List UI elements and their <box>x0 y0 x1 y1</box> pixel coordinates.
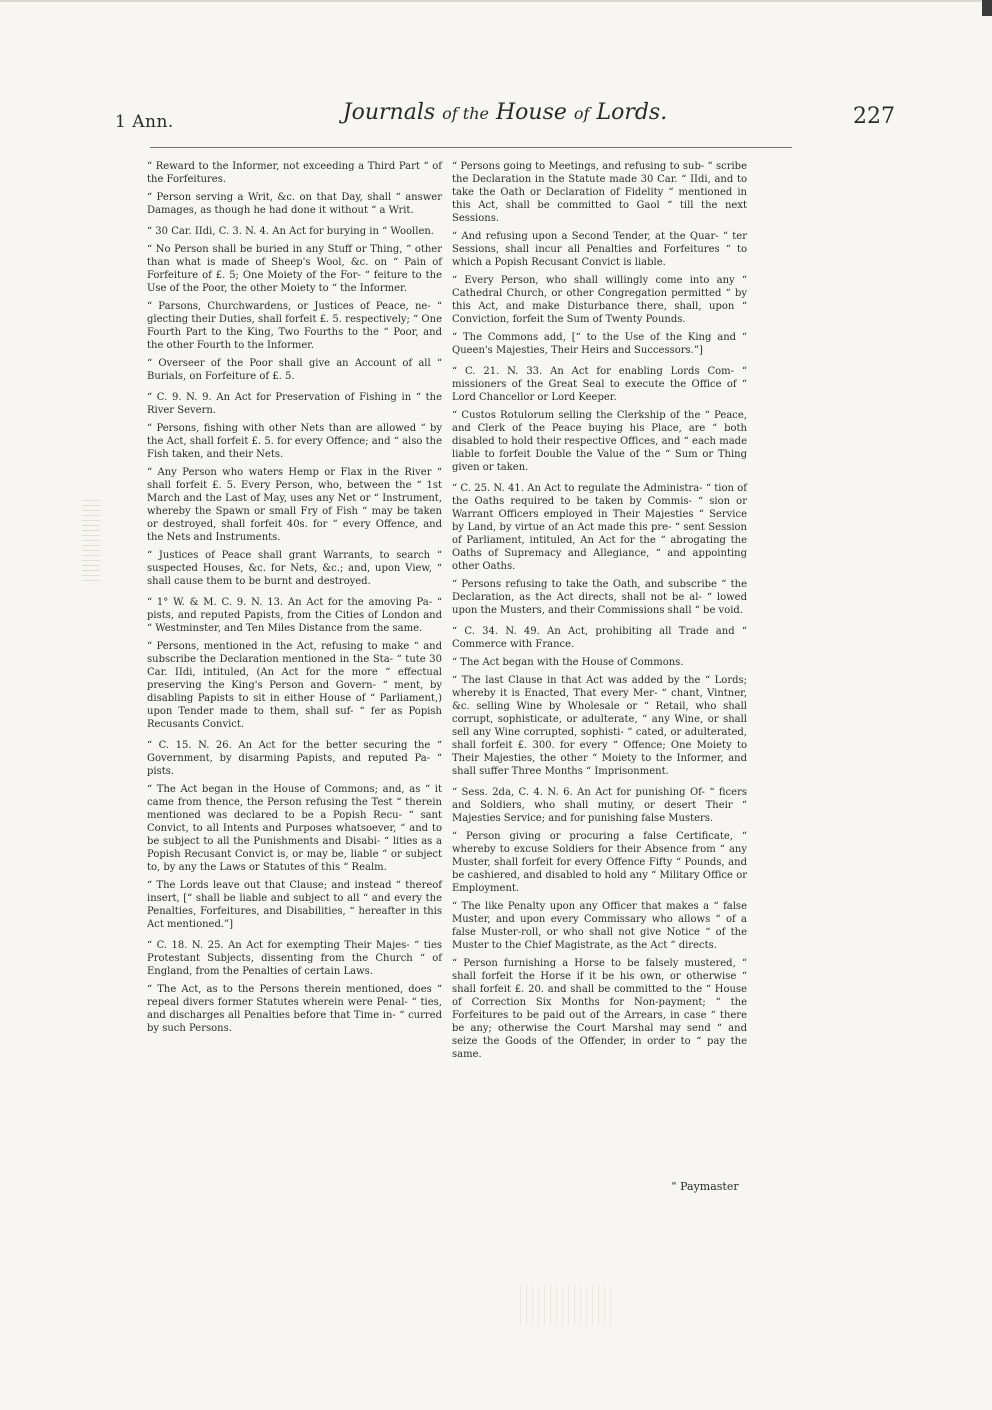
paragraph: “ Sess. 2da, C. 4. N. 6. An Act for punishing Of- “ ficers and Soldiers, who shall mutiny, or desert Their “ Majesties Service; and for punishing false Musters. <box>452 787 747 824</box>
paragraph: “ Person furnishing a Horse to be falsely mustered, “ shall forfeit the Horse if it be his own, or otherwise “ shall forfeit £. 20. and shall be committed to the “ House of Correction Six Months for Non-payment; “ the Forfeitures to be paid out of the Arrears, in case “ there be any; otherwise the Court Marshal may send “ and seize the Goods of the Offender, in order to “ pay the same. <box>452 958 747 1060</box>
paragraph: “ Persons, fishing with other Nets than are allowed “ by the Act, shall forfeit £. 5. for every Offence; and “ also the Fish taken, and their Nets. <box>147 423 442 460</box>
paragraph: “ Custos Rotulorum selling the Clerkship of the “ Peace, and Clerk of the Peace buying his Place, are “ both disabled to hold their respective Offices, and “ each made liable to forfeit Double the Value of the “ Sum or Thing given or taken. <box>452 410 747 473</box>
paragraph: “ The Lords leave out that Clause; and instead “ thereof insert, [“ shall be liable and subject to all “ and every the Penalties, Forfeitures, and Disabilities, “ hereafter in this Act mentioned.”] <box>147 880 442 930</box>
paragraph: “ Person giving or procuring a false Certificate, “ whereby to excuse Soldiers for their Absence from “ any Muster, shall forfeit for every Offence Fifty “ Pounds, and be cashiered, and disabled to hold any “ Military Office or Employment. <box>452 831 747 894</box>
page-number: 227 <box>853 104 895 129</box>
paragraph: “ 1° W. & M. C. 9. N. 13. An Act for the amoving Pa- “ pists, and reputed Papists, from the Cities of London and “ Westminster, and Ten Miles Distance from the same. <box>147 597 442 634</box>
paragraph: “ C. 34. N. 49. An Act, prohibiting all Trade and “ Commerce with France. <box>452 626 747 650</box>
paragraph: “ Every Person, who shall willingly come into any “ Cathedral Church, or other Congregation permitted “ by this Act, and make Disturbance there, shall, upon “ Conviction, forfeit the Sum of Twenty Pounds. <box>452 275 747 325</box>
right-column <box>452 160 747 1066</box>
paragraph: “ The Commons add, [“ to the Use of the King and “ Queen's Majesties, Their Heirs and Successors.”] <box>452 332 747 356</box>
faint-stamp <box>520 1285 615 1325</box>
paragraph: “ C. 25. N. 41. An Act to regulate the Administra- “ tion of the Oaths required to be taken by Commis- “ sion or Warrant Officers employed in Their Majesties “ Service by Land, by virtue of an Act made this pre- “ sent Session of Parliament, intituled, An Act for the “ abrogating the Oaths of Supremacy and Allegiance, “ and appointing other Oaths. <box>452 483 747 572</box>
paragraph: “ Parsons, Churchwardens, or Justices of Peace, ne- “ glecting their Duties, shall forfeit £. 5. respectively; “ One Fourth Part to the King, Two Fourths to the “ Poor, and the other Fourth to the Informer. <box>147 301 442 351</box>
title-part: House <box>489 100 574 125</box>
paragraph: “ The like Penalty upon any Officer that makes a “ false Muster, and upon every Commissary who allows “ of a false Muster-roll, or who shall not give Notice “ of the Muster to the Chief Magistrate, as the Act “ directs. <box>452 901 747 951</box>
paragraph: “ Overseer of the Poor shall give an Account of all “ Burials, on Forfeiture of £. 5. <box>147 358 442 382</box>
title-part: Journals <box>342 100 443 125</box>
regnal-year: 1 Ann. <box>115 112 174 132</box>
catchword: “ Paymaster <box>671 1180 739 1193</box>
paragraph: “ No Person shall be buried in any Stuff or Thing, “ other than what is made of Sheep's Wool, &c. on “ Pain of Forfeiture of £. 5; One Moiety of the For- “ feiture to the Use of the Poor, the other Moiety to “ the Informer. <box>147 244 442 294</box>
title-part: of the <box>442 104 489 123</box>
paragraph: “ The Act began in the House of Commons; and, as “ it came from thence, the Person refusing the Test “ therein mentioned was declared to be a Popish Recu- “ sant Convict, to all Intents and Purposes whatsoever, “ and to be subject to all the Punishments and Disabi- “ lities as a Popish Recusant Convict is, or may be, liable “ or subject to, by any the Laws or Statutes of this “ Realm. <box>147 784 442 873</box>
paragraph: “ Persons refusing to take the Oath, and subscribe “ the Declaration, as the Act directs, shall not be al- “ lowed upon the Musters, and their Commissions shall “ be void. <box>452 579 747 616</box>
paragraph: “ Person serving a Writ, &c. on that Day, shall “ answer Damages, as though he had done it without “ a Writ. <box>147 192 442 216</box>
title-part: of <box>573 104 590 123</box>
binding-specks <box>82 500 100 585</box>
paragraph: “ Persons, mentioned in the Act, refusing to make “ and subscribe the Declaration mentioned in the Sta- “ tute 30 Car. IIdi, intituled, (An Act for the more “ effectual preserving the King's Person and Govern- “ ment, by disabling Papists to sit in either House of “ Parliament,) upon Tender made to them, shall suf- “ fer as Popish Recusants Convict. <box>147 641 442 730</box>
paragraph: “ C. 9. N. 9. An Act for Preservation of Fishing in “ the River Severn. <box>147 392 442 416</box>
paragraph: “ Justices of Peace shall grant Warrants, to search “ suspected Houses, &c. for Nets, &c.; and, upon View, “ shall cause them to be burnt and destroyed. <box>147 550 442 587</box>
paragraph: “ Reward to the Informer, not exceeding a Third Part “ of the Forfeitures. <box>147 161 442 185</box>
paragraph: “ And refusing upon a Second Tender, at the Quar- “ ter Sessions, shall incur all Penalties and Forfeitures “ to which a Popish Recusant Convict is liable. <box>452 231 747 268</box>
page-top-edge <box>0 0 992 2</box>
paragraph: “ C. 21. N. 33. An Act for enabling Lords Com- “ missioners of the Great Seal to execute the Office of “ Lord Chancellor or Lord Keeper. <box>452 366 747 403</box>
paragraph: “ C. 18. N. 25. An Act for exempting Their Majes- “ ties Protestant Subjects, dissenting from the Church “ of England, from the Penalties of certain Laws. <box>147 940 442 977</box>
journal-title <box>115 100 895 125</box>
paragraph: “ The Act, as to the Persons therein mentioned, does “ repeal divers former Statutes wherein were Penal- “ ties, and discharges all Penalties before that Time in- “ curred by such Persons. <box>147 984 442 1034</box>
left-column <box>147 160 442 1040</box>
paragraph: “ The Act began with the House of Commons. <box>452 657 684 668</box>
title-part: Lords. <box>589 100 668 125</box>
paragraph: “ Any Person who waters Hemp or Flax in the River “ shall forfeit £. 5. Every Person, who, between the “ 1st March and the Last of May, uses any Net or “ Instrument, whereby the Spawn or small Fry of Fish “ may be taken or destroyed, shall forfeit 40s. for “ every Offence, and the Nets and Instruments. <box>147 467 442 543</box>
paragraph: “ Persons going to Meetings, and refusing to sub- “ scribe the Declaration in the Statute made 30 Car. “ IIdi, and to take the Oath or Declaration of Fidelity “ mentioned in this Act, shall be committed to Gaol “ till the next Sessions. <box>452 161 747 224</box>
paragraph: “ 30 Car. IIdi, C. 3. N. 4. An Act for burying in “ Woollen. <box>147 226 434 237</box>
page-header <box>115 100 895 142</box>
paragraph: “ C. 15. N. 26. An Act for the better securing the “ Government, by disarming Papists, and reputed Pa- “ pists. <box>147 740 442 777</box>
header-rule <box>150 147 792 148</box>
corner-mark <box>982 0 992 16</box>
paragraph: “ The last Clause in that Act was added by the “ Lords; whereby it is Enacted, That every Mer- “ chant, Vintner, &c. selling Wine by Wholesale or “ Retail, who shall corrupt, sophisticate, or adulterate, “ any Wine, or shall sell any Wine corrupted, sophisti- “ cated, or adulterated, shall forfeit £. 300. for every “ Offence; One Moiety to Their Majesties, the other “ Moiety to the Informer, and shall suffer Three Months “ Imprisonment. <box>452 675 747 777</box>
